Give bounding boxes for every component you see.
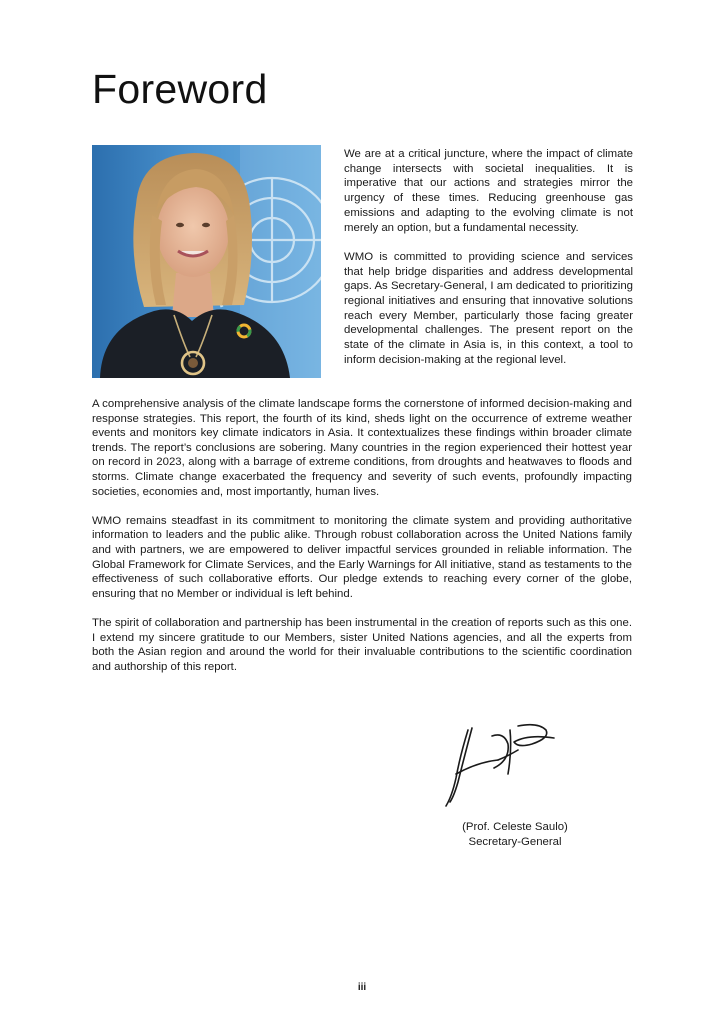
body-paragraph: A comprehensive analysis of the climate landscape forms the cornerstone of informed decision-making and response strategies. This report, the fourth of its kind, sheds light on the occurrence of extreme weather events and monitors key climate indicators in Asia. It contextualizes these findings within broader climate trends. The report’s conclusions are sobering. Many countries in the region experienced their hottest year on record in 2023, along with a barrage of extreme conditions, from droughts and heatwaves to floods and storms. Climate change exacerbated the frequency and severity of such events, profoundly impacting societies, economies and, most importantly, human lives. (92, 398, 632, 498)
foreword-body (92, 397, 632, 689)
signatory-name: (Prof. Celeste Saulo) (462, 821, 568, 833)
body-paragraph: WMO remains steadfast in its commitment to monitoring the climate system and providing authoritative information to leaders and the public alike. Through robust collaboration across the United Nations family and with partners, we are empowered to deliver impactful services grounded in reliable information. The Global Framework for Climate Services, and the Early Warnings for All initiative, stand as testaments to the effectiveness of such collaborative efforts. Our pledge extends to reaching every corner of the globe, ensuring that no Member or individual is left behind. (92, 514, 632, 600)
intro-paragraph: WMO is committed to providing science and services that help bridge disparities and address developmental gaps. As Secretary-General, I am dedicated to prioritizing regional initiatives and ensuring that innovative solutions reach every Member, particularly those facing greater developmental challenges. The present report on the state of the climate in Asia is, in this context, a tool to inform decision-making at the regional level. (344, 250, 633, 366)
signatory-title: Secretary-General (468, 836, 562, 848)
intro-paragraph: We are at a critical juncture, where the impact of climate change intersects with societal inequalities. It is imperative that our actions and strategies mirror the urgency of these times. Reducing greenhouse gas emissions and adapting to the evolving climate is not merely an option, but a fundamental necessity. (344, 148, 633, 234)
page-title: Foreword (92, 66, 268, 112)
intro-text (344, 147, 633, 368)
signatory-block (420, 820, 610, 850)
page-number: iii (357, 982, 367, 993)
body-paragraph: The spirit of collaboration and partnership has been instrumental in the creation of reports such as this one. I extend my sincere gratitude to our Members, sister United Nations agencies, and all the experts from both the Asian region and around the world for their invaluable contributions to the scientific coordination and authorship of this report. (92, 616, 632, 673)
signature-icon (438, 716, 556, 812)
portrait-photo (92, 145, 321, 378)
